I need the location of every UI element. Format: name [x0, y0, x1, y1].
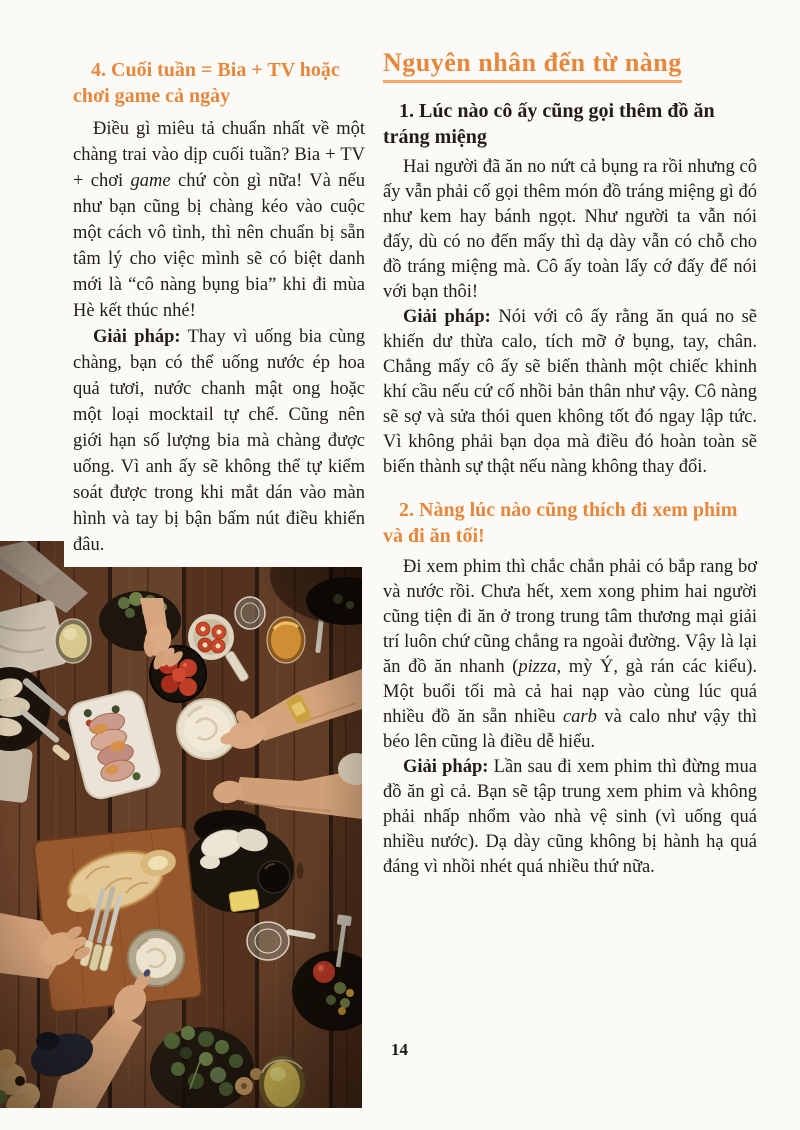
text-segment: Điều gì miêu tả chuẩn nhất về một chàng trai vào dịp cuối tuần? Bia + TV + chơi [73, 119, 365, 191]
text-segment: chứ còn gì nữa! Và nếu như bạn cũng bị chàng kéo vào cuộc một cách vô tình, thì nên chuẩn bị sẵn tâm lý cho việc mình sẽ có biệt danh mới là “cô nàng bụng bia” khi đi mùa Hè kết thúc nhé! [73, 171, 365, 321]
section-heading-cinema: 2. Nàng lúc nào cũng thích đi xem phim và đi ăn tối! [383, 499, 738, 547]
text-segment: Đi xem phim thì chắc chắn phải có bắp rang bơ và nước rồi. Chưa hết, xem xong phim hai người cũng tiện đi ăn ở trong trung tâm thương mại giải trí luôn chứ cũng chẳng ra ngoài đường. Vậy là lại ăn đồ ăn nhanh ( [383, 557, 757, 677]
text-segment: và calo như vậy thì béo lên cũng là điều dễ hiểu. [383, 707, 758, 752]
right-column [383, 48, 757, 880]
italic-word-carb: carb [562, 707, 597, 727]
text-segment: , mỳ Ý, gà rán các kiểu). Một buổi tối mà cả hai nạp vào cùng lúc quá nhiều đồ ăn sẵn nhiều [383, 657, 758, 727]
italic-word-game: game [130, 171, 171, 191]
right-paragraph [383, 555, 757, 755]
solution-label: Giải pháp: [403, 757, 489, 777]
text-segment: Lần sau đi xem phim thì đừng mua đồ ăn gì cả. Bạn sẽ tập trung xem phim và không phải nhấp nhổm vào nhà vệ sinh (vì uống quá nhiều nước). Dạ dày cũng không bị hành hạ quá đáng vì nhồi nhét quá nhiều thứ nữa. [383, 757, 757, 877]
italic-word-pizza: pizza [518, 657, 557, 677]
section-heading-weekend: 4. Cuối tuần = Bia + TV hoặc chơi game cả ngày [73, 59, 340, 107]
solution-label: Giải pháp: [403, 307, 491, 327]
text-segment: Thay vì uống bia cùng chàng, bạn có thể uống nước ép hoa quả tươi, nước chanh mật ong hoặc một loại mocktail tự chế. Cũng nên giới hạn số lượng bia mà chàng được uống. Vì anh ấy sẽ không thể tự kiểm soát được trong khi mắt dán vào màn hình và tay bị bận bấm nút điều khiển đâu. [73, 327, 365, 555]
solution-label: Giải pháp: [93, 327, 181, 347]
text-segment: Hai người đã ăn no nứt cả bụng ra rồi nhưng cô ấy vẫn phải cố gọi thêm món đồ tráng miệng gì đó như kem hay bánh ngọt. Như người ta vẫn nói đấy, dù có no đến mấy thì dạ dày vẫn có chỗ cho đồ tráng miệng mà. Cô ấy toàn lấy cớ đấy để nói với bạn thôi! [383, 157, 757, 302]
right-paragraph [383, 155, 757, 305]
left-paragraph [73, 116, 365, 324]
page-number: 14 [391, 1040, 408, 1059]
text-segment: Nói với cô ấy rằng ăn quá no sẽ khiến dư thừa calo, tích mỡ ở bụng, tay, chân. Chẳng mấy cô ấy sẽ biến thành một chiếc khinh khí cầu nếu cứ cố nhồi bản thân như vậy. Cô nàng sẽ sợ và sửa thói quen không tốt đó ngay lập tức. Vì không phải bạn dọa mà điều đó hoàn toàn sẽ biến thành sự thật nếu nàng không thay đổi. [383, 307, 757, 477]
left-solution-paragraph [73, 324, 365, 558]
right-solution-paragraph [383, 755, 757, 880]
chapter-title: Nguyên nhân đến từ nàng [383, 48, 682, 83]
food-table-photo [0, 541, 362, 1108]
right-solution-paragraph [383, 305, 757, 480]
left-column [73, 57, 365, 558]
section-heading-dessert: 1. Lúc nào cô ấy cũng gọi thêm đồ ăn tráng miệng [383, 100, 715, 148]
